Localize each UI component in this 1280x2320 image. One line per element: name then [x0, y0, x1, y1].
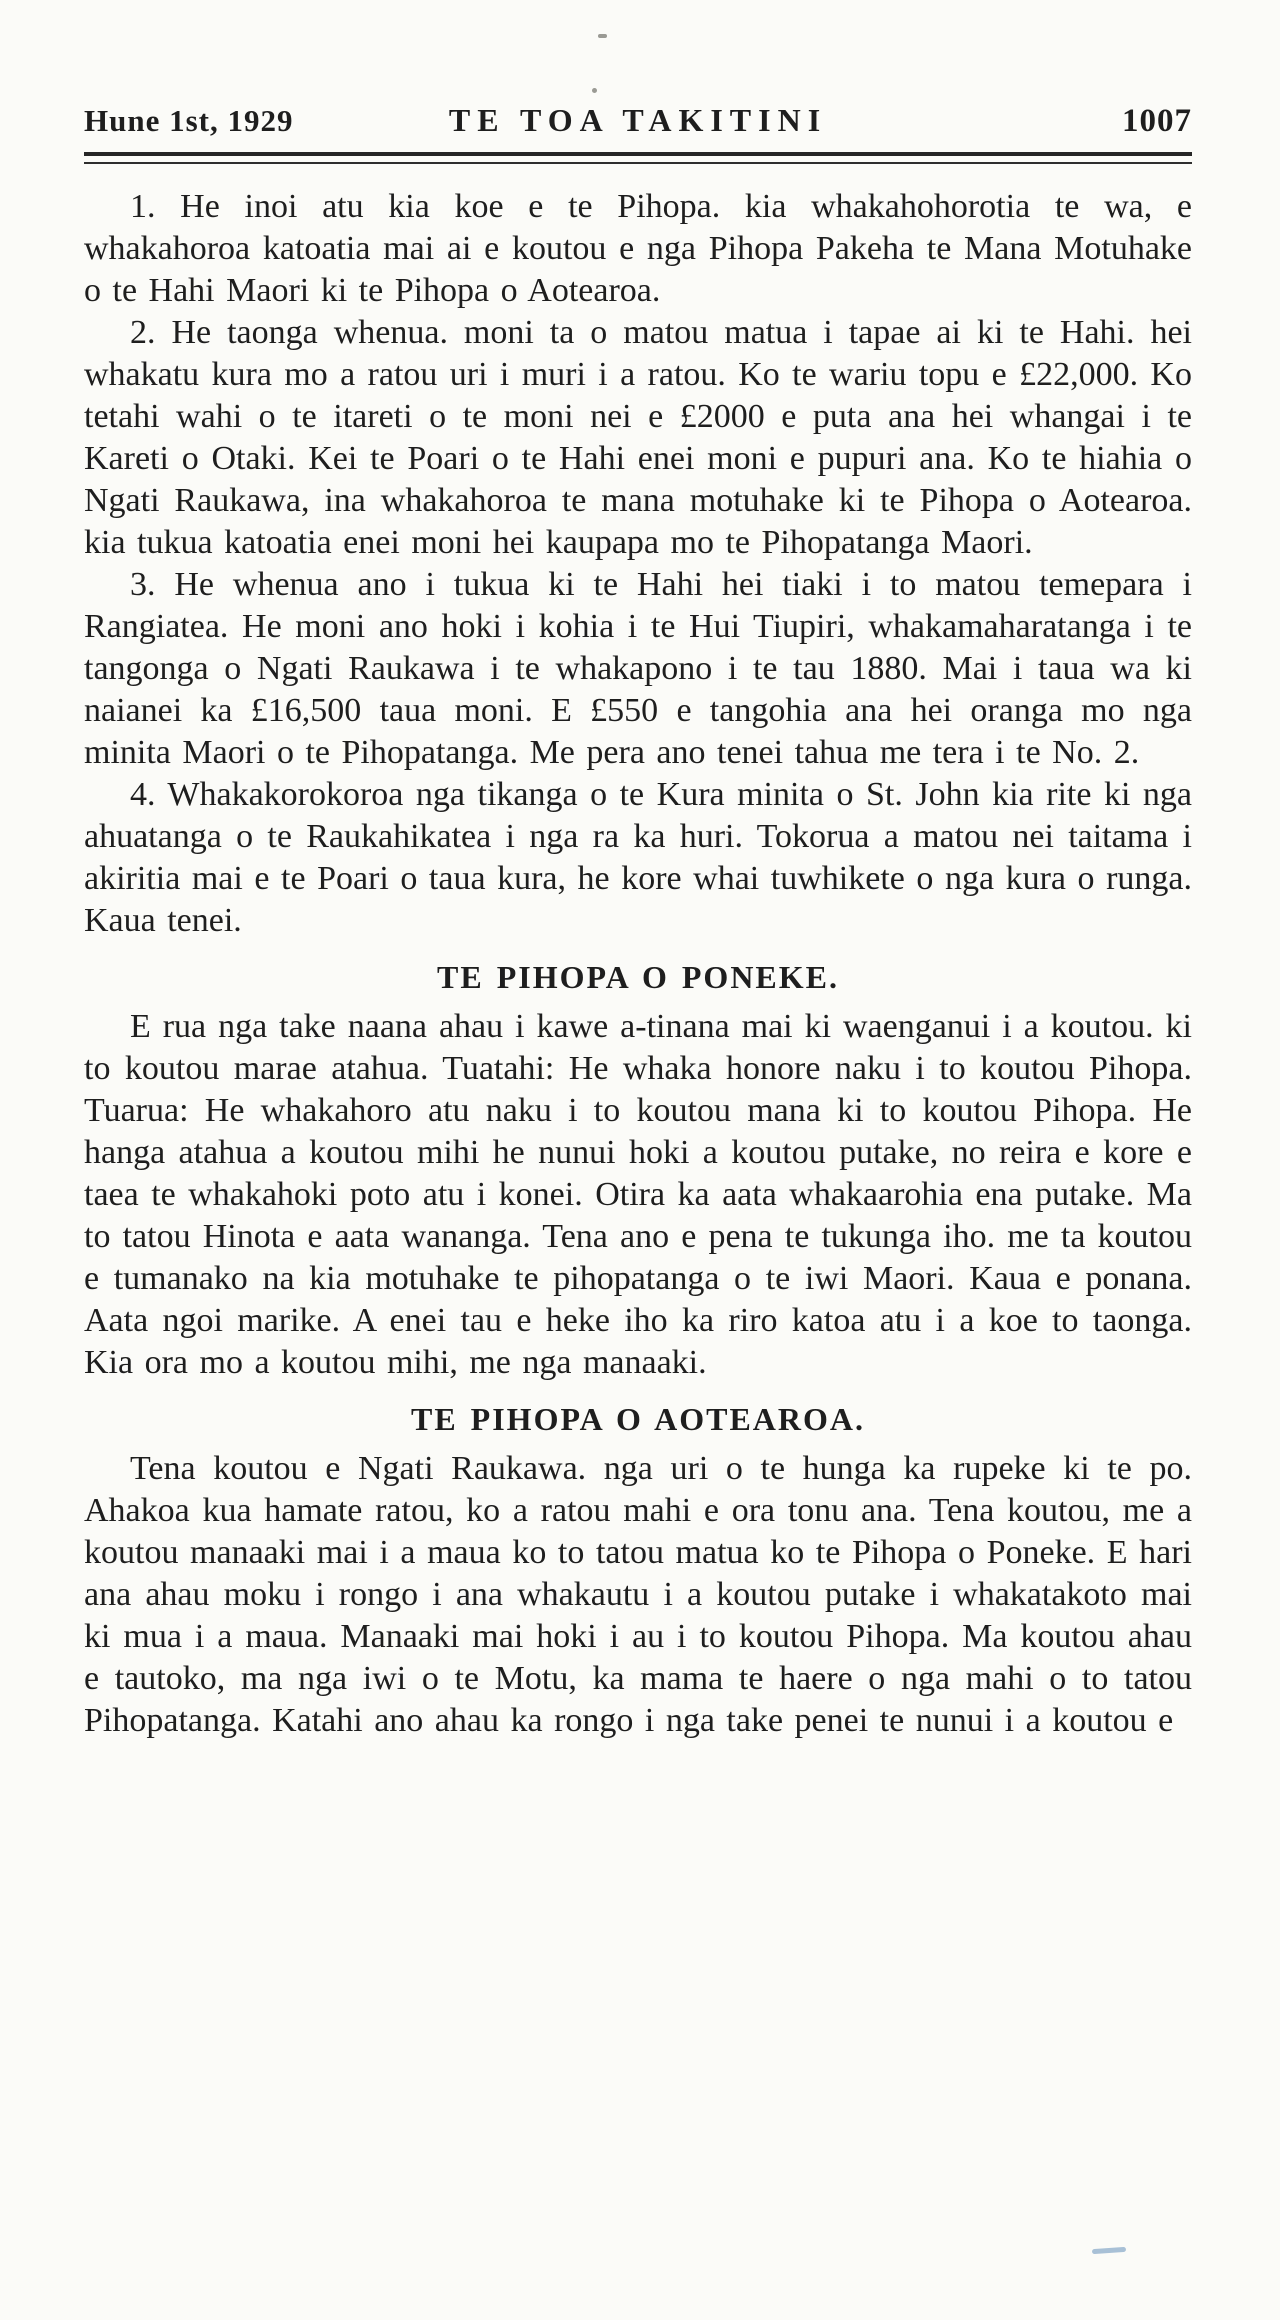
page-number: 1007: [1122, 103, 1192, 139]
section-poneke: [84, 956, 1192, 1384]
section-poneke-paragraph: E rua nga take naana ahau i kawe a-tinana mai ki waenganui i a koutou. ki to koutou marae atahua. Tuatahi: He whaka honore naku i to koutou Pihopa. Tuarua: He whakahoro atu naku i to koutou mana ki to koutou Pihopa. He hanga atahua a koutou mihi he nunui hoki a koutou putake, no reira e kore e taea te whakahoki poto atu i konei. Otira ka aata whakaarohia ena putake. Ma to tatou Hinota e aata wananga. Tena ano e pena te tukunga iho. me ta koutou e tumanako na kia motuhake te pihopatanga o te iwi Maori. Kaua e ponana. Aata ngoi marike. A enei tau e heke iho ka riro katoa atu i a koe to taonga. Kia ora mo a koutou mihi, me nga manaaki.: [84, 1008, 1192, 1381]
paragraph-2: 2. He taonga whenua. moni ta o matou matua i tapae ai ki te Hahi. hei whakatu kura mo a ratou uri i muri i a ratou. Ko te wariu topu e £22,000. Ko tetahi wahi o te itareti o te moni nei e £2000 e puta ana hei whangai i te Kareti o Otaki. Kei te Poari o te Hahi enei moni e pupuri ana. Ko te hiahia o Ngati Raukawa, ina whakahoroa te mana motuhake ki te Pihopa o Aotearoa. kia tukua katoatia enei moni hei kaupapa mo te Pihopatanga Maori.: [84, 314, 1192, 561]
scan-artifact: [592, 88, 597, 93]
header-date: Hune 1st, 1929: [84, 103, 294, 138]
paragraph-1: 1. He inoi atu kia koe e te Pihopa. kia whakahohorotia te wa, e whakahoroa katoatia mai ai e koutou e nga Pihopa Pakeha te Mana Motuhake o te Hahi Maori ki te Pihopa o Aotearoa.: [84, 188, 1192, 309]
scan-artifact: [598, 34, 607, 38]
section-aotearoa-paragraph: Tena koutou e Ngati Raukawa. nga uri o te hunga ka rupeke ki te po. Ahakoa kua hamate ratou, ko a ratou mahi e ora tonu ana. Tena koutou, me a koutou manaaki mai i a maua ko to tatou matua ko te Pihopa o Poneke. E hari ana ahau moku i rongo i ana whakautu i a koutou putake i whakatakoto mai ki mua i a maua. Manaaki mai hoki i au i to koutou Pihopa. Ma koutou ahau e tautoko, ma nga iwi o te Motu, ka mama te haere o nga mahi o to tatou Pihopatanga. Katahi ano ahau ka rongo i nga take penei te nunui i a koutou e: [84, 1450, 1192, 1739]
scan-mark-blue: [1092, 2247, 1126, 2254]
section-aotearoa: [84, 1398, 1192, 1742]
section-heading-poneke: TE PIHOPA O PONEKE.: [437, 959, 839, 995]
paragraph-3: 3. He whenua ano i tukua ki te Hahi hei tiaki i to matou temepara i Rangiatea. He moni ano hoki i kohia i te Hui Tiupiri, whakamaharatanga i te tangonga o Ngati Raukawa i te whakapono i te tau 1880. Mai i taua wa ki naianei ka £16,500 taua moni. E £550 e tangohia ana hei oranga mo nga minita Maori o te Pihopatanga. Me pera ano tenei tahua me tera i te No. 2.: [84, 566, 1192, 771]
page-header: [84, 102, 1192, 140]
header-rule: [84, 152, 1192, 164]
section-heading-aotearoa: TE PIHOPA O AOTEAROA.: [410, 1401, 865, 1437]
newspaper-title: TE TOA TAKITINI: [448, 102, 828, 138]
paragraph-4: 4. Whakakorokoroa nga tikanga o te Kura minita o St. John kia rite ki nga ahuatanga o te Raukahikatea i nga ra ka huri. Tokorua a matou nei taitama i akiritia mai e te Poari o taua kura, he kore whai tuwhikete o nga kura o runga. Kaua tenei.: [84, 776, 1192, 939]
article-body: [84, 186, 1192, 1742]
